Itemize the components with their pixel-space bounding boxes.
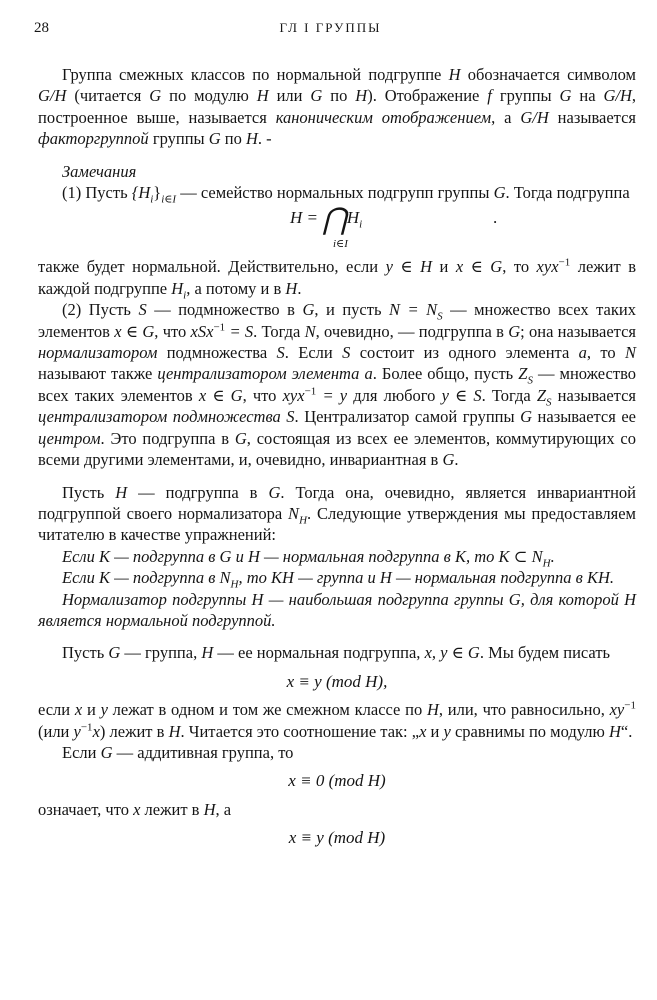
equation-congruence: x ≡ y (mod H), <box>286 671 388 691</box>
term-center: центром <box>38 428 101 448</box>
term-normalizer: нормализатором <box>38 343 158 363</box>
paragraph-congruence-definition: если x и y лежат в одном и том же смежном классе по H, или, что равносильно, $xy^{-1}$ (или $y^{-1}x$) лежит в H. Читается это соотношение так: „x и y сравнимы по модулю H“. <box>38 699 636 741</box>
running-head: ГЛ I ГРУППЫ <box>279 20 382 35</box>
exercise-2: Если K — подгруппа в $N_H$, то KH — группа и H — нормальная подгруппа в KH. <box>62 568 614 591</box>
remark-2: (2) Пусть S — подмножество в G, и пусть $N = N_S$ — множество всех таких элементов x ∈ G, что xSx$^{-1}$ = S. Тогда N, очевидно, — подгруппа в G; она называется нормализатором подмножества S. Если S состоит из одного элемента a, то N называют также централизатором элемента a. Более общо, пусть $Z_S$ — множество всех таких элементов x ∈ G, что xyx$^{-1}$ = y для любого y ∈ S. Тогда $Z_S$ называется централизатором подмножества S. Централизатор самой группы G называется ее центром. Это подгруппа в G, состоящая из всех ее элементов, коммутирующих со всеми другими элементами, и, очевидно, инвариантная в G. <box>38 300 637 470</box>
page-number: 28 <box>34 20 49 36</box>
equation-zero: x ≡ 0 (mod H) <box>288 771 386 791</box>
term-factor-group: факторгруппой <box>38 129 149 149</box>
page-header <box>34 20 627 42</box>
term-canonical-map: каноническим отображением <box>275 107 492 127</box>
term-centralizer-subset: централизатором подмножества S <box>38 407 295 427</box>
paragraph-additive: Если G — аддитивная группа, то <box>62 742 294 762</box>
exercise-1: Если K — подгруппа в G и H — нормальная подгруппа в K, то K ⊂ $N_H$. <box>62 546 555 570</box>
exercise-3: Нормализатор подгруппы H — наибольшая подгруппа группы G, для которой H является нормальной подгруппой. <box>38 589 636 630</box>
paragraph-quotient-group: Группа смежных классов по нормальной подгруппе H обозначается символом G/H (читается G по модулю H или G по H). Отображение f группы G на G/H, построенное выше, называется каноническим отображением, а G/H называется факторгруппой группы G по H. - <box>38 65 637 149</box>
paragraph-means: означает, что x лежит в H, а <box>38 799 232 819</box>
equation-intersection: $H = ⋂H_i$ i∈I . <box>290 203 498 251</box>
equation-xy: x ≡ y (mod H) <box>288 828 386 848</box>
remark-1-continued: также будет нормальной. Действительно, если y ∈ H и x ∈ G, то xyx$^{-1}$ лежит в каждой подгруппе $H_i$, а потому и в H. <box>38 256 636 302</box>
remark-1: (1) Пусть $\{H_i\}_{i\in I}$ — семейство нормальных подгрупп группы G. Тогда подгруппа <box>62 183 630 206</box>
remarks-heading: Замечания <box>62 161 137 181</box>
paragraph-normalizer: Пусть H — подгруппа в G. Тогда она, очевидно, является инвариантной подгруппой своего нормализатора $N_H$. Следующие утверждения мы предоставляем читателю в качестве упражнений: <box>38 482 636 545</box>
paragraph-congruence: Пусть G — группа, H — ее нормальная подгруппа, x, y ∈ G. Мы будем писать <box>62 643 611 663</box>
term-centralizer-element: централизатором элемента a <box>157 364 373 384</box>
page-body <box>38 64 636 856</box>
